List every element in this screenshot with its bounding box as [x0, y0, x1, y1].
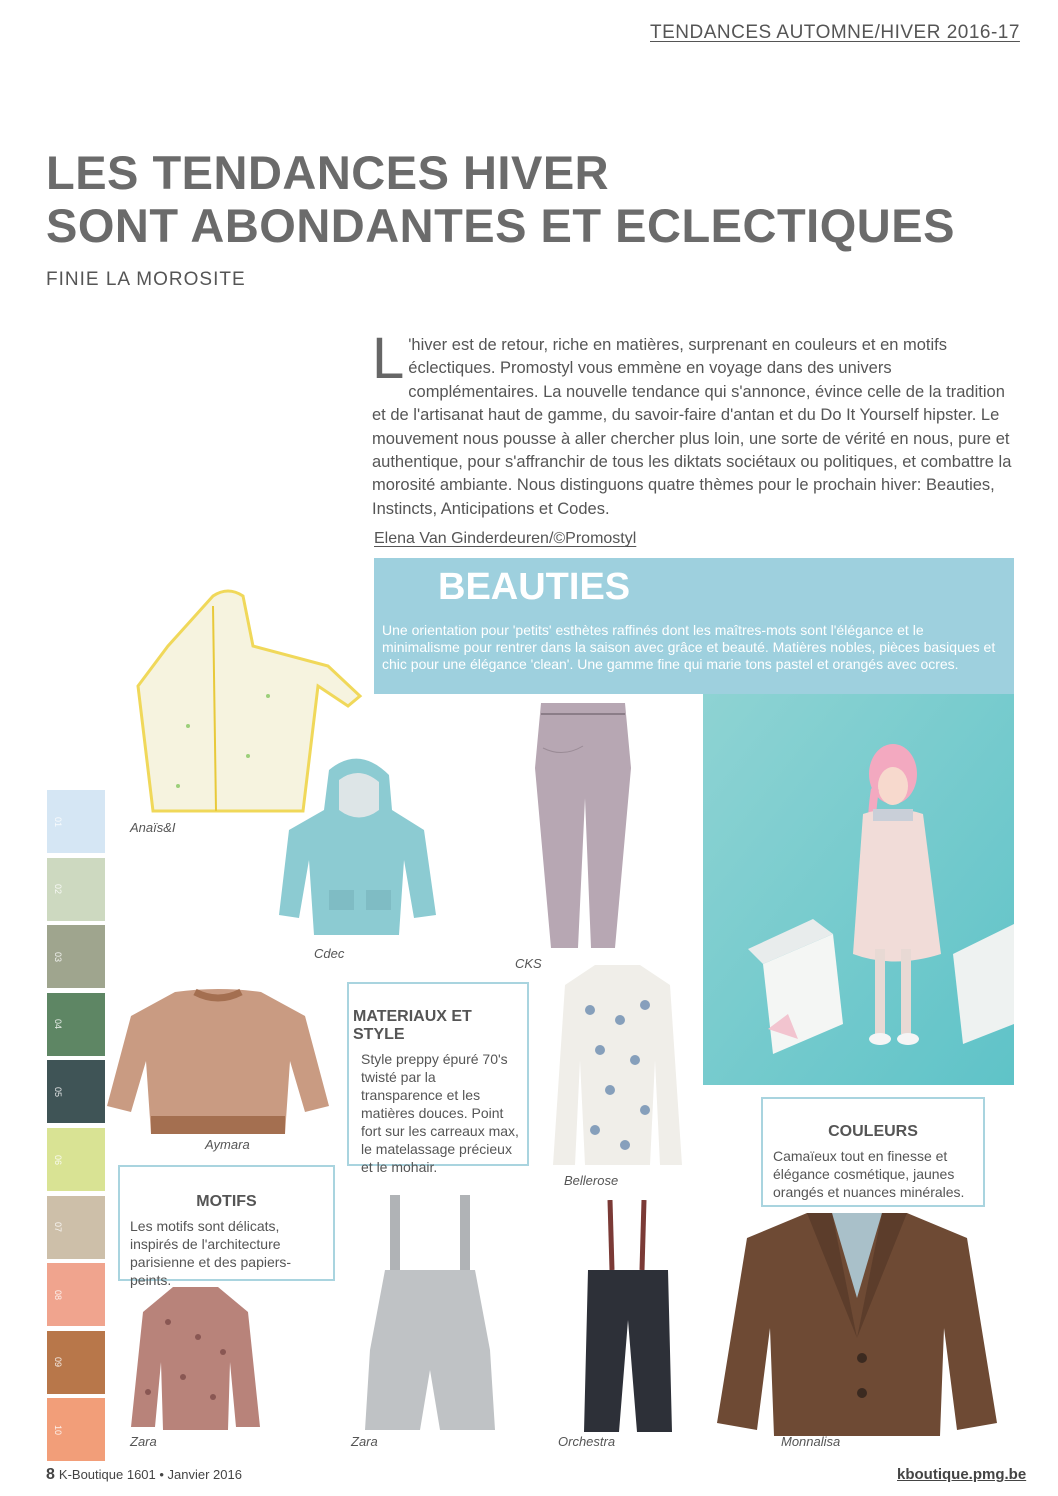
swatch-label: 09 [53, 1357, 64, 1368]
blouse-photo [128, 1282, 263, 1432]
beauties-title: BEAUTIES [438, 566, 631, 608]
model-illustration [703, 694, 1014, 1085]
footer-left [46, 1466, 242, 1484]
caption-anais: Anaïs&I [130, 820, 176, 835]
hoodie-illustration [274, 750, 439, 940]
swatch-10 [47, 1398, 105, 1461]
dungarees-photo [355, 1190, 505, 1435]
swatch-label: 04 [53, 1019, 64, 1030]
materiaux-text: Style preppy épuré 70's twisté par la transparence et les matières douces. Point fort sur les carreaux max, le matelassage précieux et le mohair. [361, 1051, 519, 1175]
swatch-04 [47, 993, 105, 1056]
beauties-text: Une orientation pour 'petits' esthètes raffinés dont les maîtres-mots sont l'élégance et le minimalisme pour rentrer dans la saison avec grâce et beauté. Matières nobles, pièces basiques et chic pour une élégance 'clean'. Une gamme fine qui marie tons pastel et orangés avec ocres. [382, 622, 996, 672]
motifs-title: MOTIFS [196, 1193, 257, 1210]
intro-text: 'hiver est de retour, riche en matières, surprenant en couleurs et en motifs éclectiques. Promostyl vous emmène en voyage dans des univers complémentaires. La nouvelle tendance qui s'annonce, évince celle de la tradition et de l'artisanat haut de gamme, du savoir-faire d'antan et du Do It Yourself hipster. Le mouvement nous pousse à aller chercher plus loin, une sorte de vérité en nous, pure et authentique, pour s'affranchir de tous les diktats sociétaux ou politiques, et combattre la morosité ambiante. Nous distinguons quatre thèmes pour le prochain hiver: Beauties, Instincts, Anticipations et Codes. [372, 336, 1012, 518]
caption-cdec: Cdec [314, 946, 345, 961]
caption-orchestra: Orchestra [558, 1434, 616, 1449]
swatch-03 [47, 925, 105, 988]
swatch-08 [47, 1263, 105, 1326]
swatch-label: 08 [53, 1289, 64, 1300]
swatch-02 [47, 858, 105, 921]
caption-monnalisa: Monnalisa [781, 1434, 841, 1449]
article-title [46, 146, 955, 252]
swatch-label: 02 [53, 884, 64, 895]
couleurs-box [761, 1097, 985, 1207]
caption-cks: CKS [515, 956, 542, 971]
caption-zara-2: Zara [351, 1434, 378, 1449]
trousers-photo [582, 1200, 674, 1435]
title-line-1: LES TENDANCES HIVER [46, 146, 610, 199]
motifs-box [118, 1165, 335, 1288]
materiaux-title: MATERIAUX ET STYLE [353, 1008, 472, 1043]
sweater-illustration [105, 986, 331, 1136]
issue-info: K-Boutique 1601 • Janvier 2016 [58, 1467, 242, 1482]
website-link[interactable]: kboutique.pmg.be [897, 1466, 1027, 1483]
intro-paragraph [372, 326, 1017, 521]
couleurs-title: COULEURS [828, 1123, 918, 1140]
swatch-label: 06 [53, 1154, 64, 1165]
article-subtitle: FINIE LA MOROSITE [46, 269, 246, 290]
photo-credit: Elena Van Ginderdeuren/©Promostyl [374, 530, 637, 547]
shirt-photo [550, 960, 685, 1170]
trousers-illustration [582, 1200, 674, 1435]
couleurs-text: Camaïeux tout en finesse et élégance cosmétique, jaunes orangés et nuances minérales. [773, 1148, 965, 1200]
caption-zara-1: Zara [130, 1434, 157, 1449]
hoodie-photo [274, 750, 439, 940]
jeans-illustration [523, 698, 643, 953]
caption-aymara: Aymara [205, 1137, 250, 1152]
motifs-text: Les motifs sont délicats, inspirés de l'architecture parisienne et des papiers-peints. [130, 1218, 292, 1288]
caption-bellerose: Bellerose [564, 1173, 619, 1188]
swatch-label: 10 [53, 1424, 64, 1435]
model-photo [703, 694, 1014, 1085]
swatch-01 [47, 790, 105, 853]
swatch-07 [47, 1196, 105, 1259]
section-header: TENDANCES AUTOMNE/HIVER 2016-17 [650, 22, 1020, 43]
dungarees-illustration [355, 1190, 505, 1435]
blouse-illustration [128, 1282, 263, 1432]
swatch-label: 07 [53, 1222, 64, 1233]
jeans-photo [523, 698, 643, 953]
title-line-2: SONT ABONDANTES ET ECLECTIQUES [46, 199, 955, 252]
shirt-illustration [550, 960, 685, 1170]
swatch-06 [47, 1128, 105, 1191]
sweater-photo [105, 986, 331, 1136]
swatch-09 [47, 1331, 105, 1394]
blazer-photo [712, 1208, 1002, 1438]
materiaux-box [347, 982, 529, 1175]
drop-cap: L [372, 326, 405, 391]
beauties-banner [374, 558, 1014, 694]
swatch-05 [47, 1060, 105, 1123]
blazer-illustration [712, 1208, 1002, 1438]
page-number: 8 [46, 1466, 55, 1483]
swatch-label: 01 [53, 816, 64, 827]
swatch-label: 05 [53, 1086, 64, 1097]
swatch-label: 03 [53, 951, 64, 962]
